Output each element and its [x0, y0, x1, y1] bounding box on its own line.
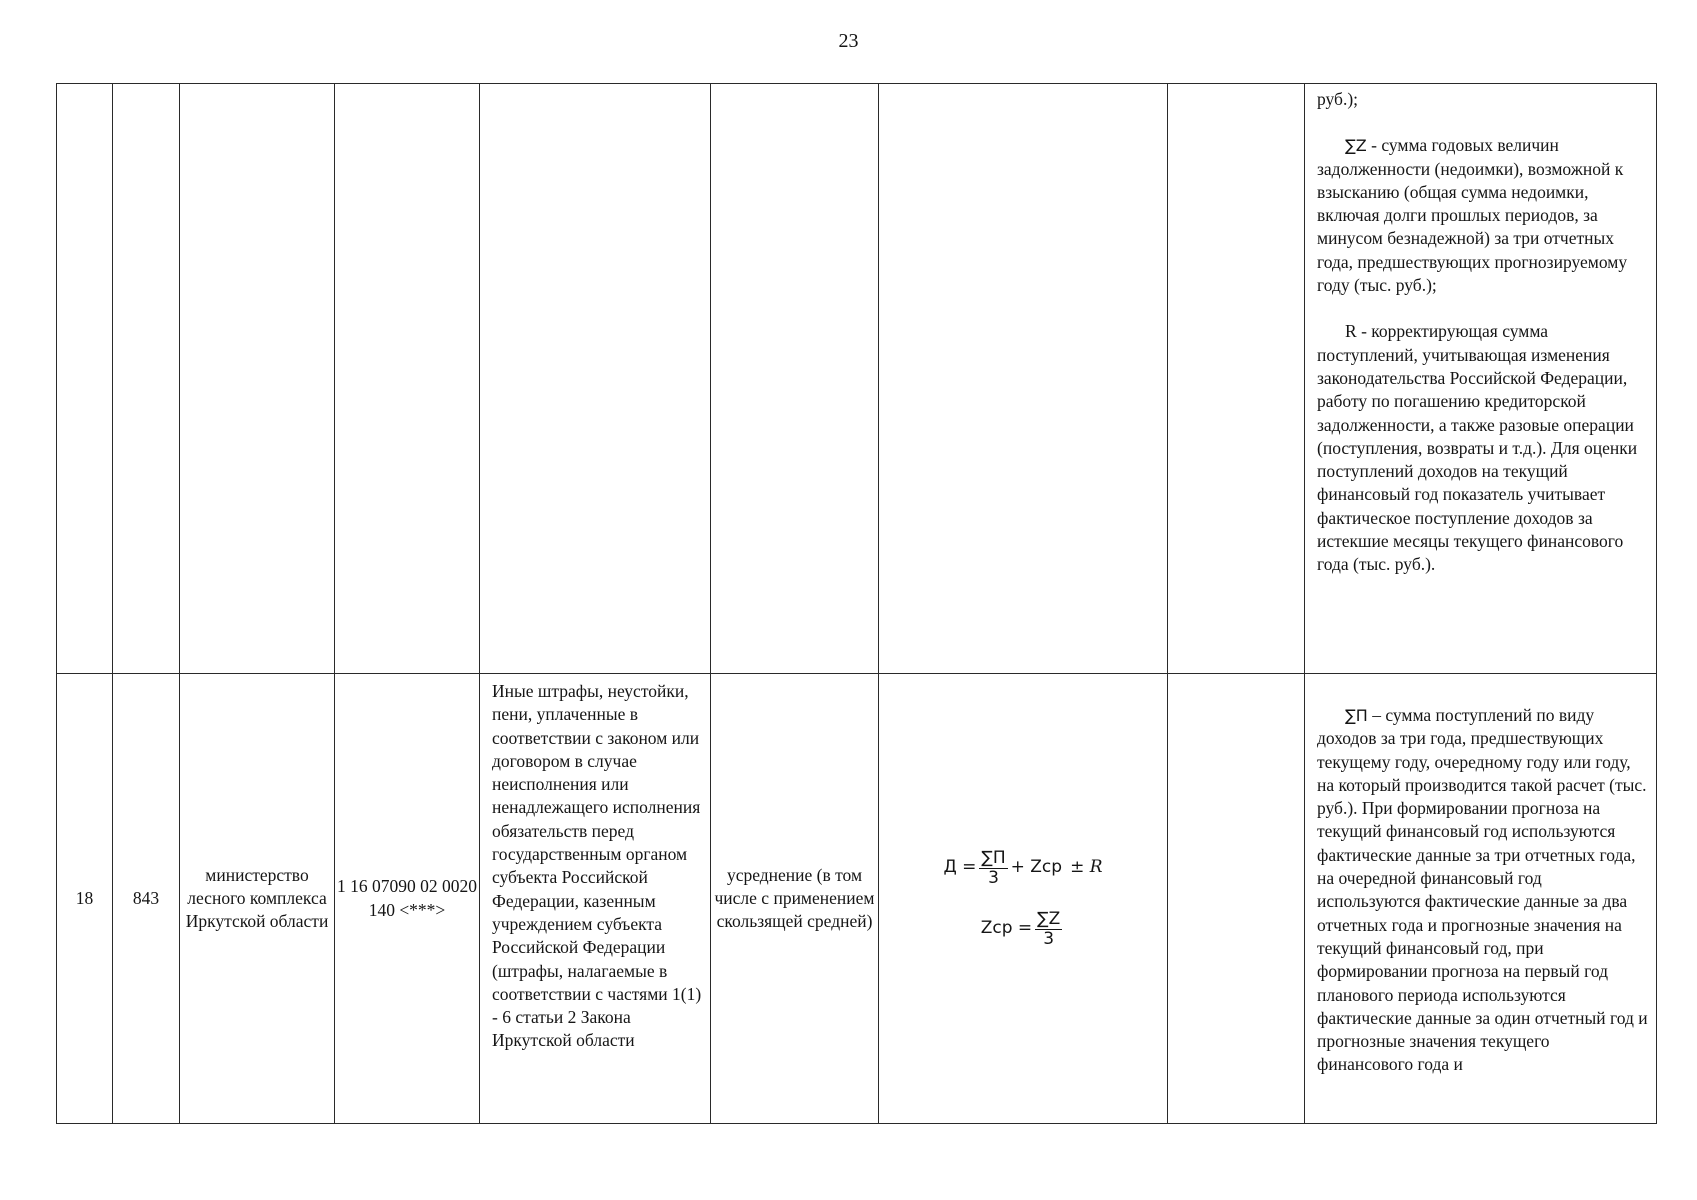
- formula-fraction-2: [1035, 910, 1062, 949]
- row-number-cell: 18: [57, 674, 113, 1124]
- administrator-cell: министерство лесного комплекса Иркутской области: [180, 674, 335, 1124]
- algorithm-cell: [1168, 674, 1305, 1124]
- sum-p-text: – сумма поступлений по виду доходов за три года, предшествующих текущему году, очередному году или году, на который производится такой расчет (тыс. руб.). При формировании прогноза на текущий финансовый год используются фактические данные за три отчетных года, на очередной финансовый год используются фактические данные за два отчетных года и прогнозные значения на текущий финансовый год, при формировании прогноза на первый год планового периода используются фактические данные за один отчетный год и прогнозные значения текущего финансового года и: [1317, 705, 1648, 1075]
- sum-z-definition: [1317, 134, 1644, 297]
- formula-zsr: + Zср: [1010, 857, 1063, 878]
- sum-p-definition: [1317, 704, 1648, 1077]
- administrator-cell: [180, 84, 335, 674]
- admin-code-cell: 843: [113, 674, 180, 1124]
- formula-main: [943, 849, 1102, 888]
- formula-lhs: Д =: [943, 857, 977, 878]
- formula: [879, 849, 1167, 949]
- page-number: 23: [838, 30, 859, 52]
- revenue-name-cell: [480, 84, 711, 674]
- fraction-numerator: ∑П: [981, 847, 1006, 868]
- description-cell: [1305, 84, 1657, 674]
- table-row: [57, 674, 1657, 1124]
- r-text: - корректирующая сумма поступлений, учитывающая изменения законодательства Российской Федерации, работу по погашению кредиторской задолженности, а также разовые операции (поступления, возвраты и т.д.). Для оценки поступлений доходов на текущий финансовый год показатель учитывает фактическое поступление доходов за истекшие месяцы текущего финансового года (тыс. руб.).: [1317, 321, 1638, 575]
- method-cell: [711, 84, 879, 674]
- kbk-cell: 1 16 07090 02 0020 140 <***>: [335, 674, 480, 1124]
- sum-z-symbol: ∑Z: [1345, 136, 1367, 156]
- formula-cell: [879, 84, 1168, 674]
- fraction-denominator-2: 3: [1043, 928, 1055, 949]
- sum-p-symbol: ∑П: [1345, 706, 1368, 725]
- revenue-name-cell: Иные штрафы, неустойки, пени, уплаченные в соответствии с законом или договором в случае неисполнения или ненадлежащего исполнения обязательств перед государственным органом субъекта Российской Федерации, казенным учреждением субъекта Российской Федерации (штрафы, налагаемые в соответствии с частями 1(1) - 6 статьи 2 Закона Иркутской области: [480, 674, 711, 1124]
- table-row: [57, 84, 1657, 674]
- formula-pm-r: ± R: [1070, 857, 1103, 878]
- sum-z-text: - сумма годовых величин задолженности (недоимки), возможной к взысканию (общая сумма недоимки, включая долги прошлых периодов, за минусом безнадежной) за три отчетных года, предшествующих прогнозируемому году (тыс. руб.);: [1317, 135, 1628, 296]
- fraction-numerator-2: ∑Z: [1037, 908, 1061, 929]
- formula-cell: [879, 674, 1168, 1124]
- description-cell: [1305, 674, 1657, 1124]
- r-symbol: R: [1345, 321, 1357, 342]
- formula-lhs-2: Zср =: [980, 918, 1033, 939]
- method-cell: усреднение (в том числе с применением скользящей средней): [711, 674, 879, 1124]
- kbk-cell: [335, 84, 480, 674]
- algorithm-cell: [1168, 84, 1305, 674]
- admin-code-cell: [113, 84, 180, 674]
- r-definition: [1317, 320, 1644, 576]
- desc-tail: руб.);: [1317, 89, 1359, 109]
- formula-zsr-def: [981, 910, 1066, 949]
- row-number-cell: [57, 84, 113, 674]
- fraction-denominator: 3: [988, 867, 999, 888]
- revenue-forecast-table: [56, 83, 1657, 1124]
- formula-fraction: [979, 849, 1007, 888]
